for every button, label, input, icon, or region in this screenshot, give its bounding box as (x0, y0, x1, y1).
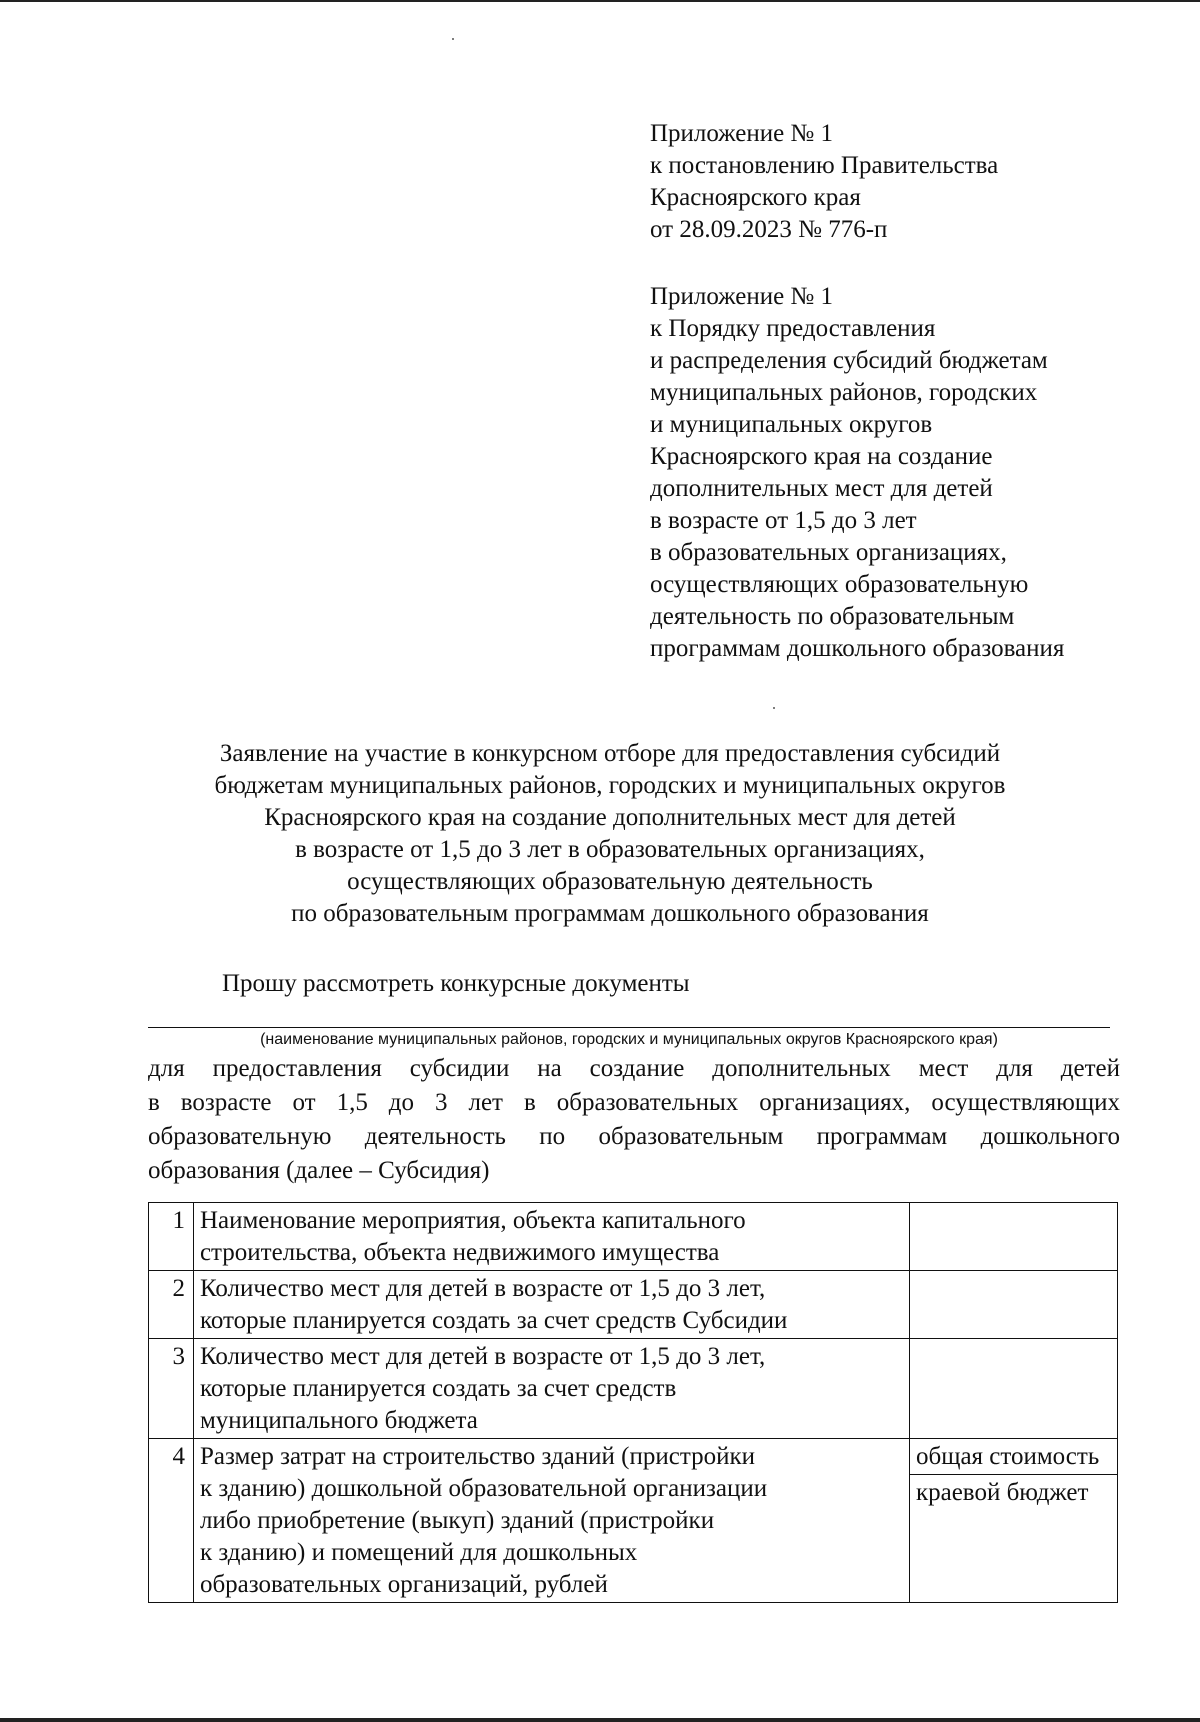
row-description-line: которые планируется создать за счет средств Субсидии (199, 1307, 788, 1334)
value-label-total-cost: общая стоимость (910, 1439, 1117, 1475)
table-row (149, 1271, 1118, 1339)
appendix-line: Красноярского края на создание (650, 443, 993, 470)
value-label-regional-budget: краевой бюджет (915, 1479, 1089, 1506)
row-value-cell (909, 1271, 1117, 1339)
document-title (110, 738, 1110, 930)
paragraph-line: образования (далее – Субсидия) (148, 1157, 490, 1184)
row-description-line: строительства, объекта недвижимого имущества (199, 1239, 720, 1266)
paragraph-line: для предоставления субсидии на создание дополнительных мест для детей (148, 1055, 1120, 1082)
table-row (149, 1203, 1118, 1271)
appendix-line: Красноярского края (650, 184, 861, 211)
appendix-line: в возрасте от 1,5 до 3 лет (650, 507, 917, 534)
appendix-line: от 28.09.2023 № 776-п (650, 216, 888, 243)
appendix-line: к постановлению Правительства (650, 152, 999, 179)
appendix-line: деятельность по образовательным (650, 603, 1015, 630)
title-line: Красноярского края на создание дополнительных мест для детей (264, 804, 956, 831)
title-line: в возрасте от 1,5 до 3 лет в образовательных организациях, (295, 836, 925, 863)
appendix-line: осуществляющих образовательную (650, 571, 1029, 598)
scan-speck (452, 38, 454, 40)
appendix-line: Приложение № 1 (650, 120, 834, 147)
row-value-cell (909, 1439, 1117, 1603)
scan-border-bottom (0, 1718, 1200, 1722)
row-number: 2 (149, 1271, 194, 1339)
row-description-line: либо приобретение (выкуп) зданий (пристройки (199, 1507, 715, 1534)
paragraph-line: образовательную деятельность по образовательным программам дошкольного (148, 1123, 1120, 1150)
row-description-line: к зданию) и помещений для дошкольных (199, 1539, 638, 1566)
fill-line-caption: (наименование муниципальных районов, городских и муниципальных округов Красноярского края) (260, 1031, 998, 1048)
row-description-line: Наименование мероприятия, объекта капитального (199, 1207, 746, 1234)
row-number: 3 (149, 1339, 194, 1439)
title-line: Заявление на участие в конкурсном отборе для предоставления субсидий (219, 740, 1001, 767)
row-description (193, 1439, 909, 1603)
appendix-line: муниципальных районов, городских (650, 379, 1038, 406)
title-line: по образовательным программам дошкольного образования (291, 900, 929, 927)
appendix-line: и муниципальных округов (650, 411, 933, 438)
row-description-line: Размер затрат на строительство зданий (пристройки (199, 1443, 755, 1470)
appendix-line: программам дошкольного образования (650, 635, 1065, 662)
scan-border-top (0, 0, 1200, 2)
municipality-fill-line (148, 1027, 1110, 1028)
paragraph-line: в возрасте от 1,5 до 3 лет в образовательных организациях, осуществляющих (148, 1089, 1120, 1116)
row-description-line: муниципального бюджета (199, 1407, 478, 1434)
body-paragraph (148, 1052, 1120, 1188)
title-line: бюджетам муниципальных районов, городских и муниципальных округов (214, 772, 1006, 799)
row-description (193, 1271, 909, 1339)
row-description-line: к зданию) дошкольной образовательной организации (199, 1475, 768, 1502)
row-number: 4 (149, 1439, 194, 1603)
table-row (149, 1339, 1118, 1439)
appendix-line: в образовательных организациях, (650, 539, 1007, 566)
row-description (193, 1203, 909, 1271)
row-description-line: Количество мест для детей в возрасте от 1,5 до 3 лет, (199, 1275, 766, 1302)
row-description-line: образовательных организаций, рублей (199, 1571, 608, 1598)
row-value-cell (909, 1203, 1117, 1271)
row-value-cell (909, 1339, 1117, 1439)
appendix-procedure-header (650, 281, 1064, 665)
row-description (193, 1339, 909, 1439)
appendix-resolution-header (650, 118, 998, 246)
table-row (149, 1439, 1118, 1603)
scan-speck (773, 707, 775, 709)
request-text: Прошу рассмотреть конкурсные документы (222, 970, 690, 997)
row-description-line: которые планируется создать за счет средств (199, 1375, 677, 1402)
row-number: 1 (149, 1203, 194, 1271)
appendix-line: и распределения субсидий бюджетам (650, 347, 1048, 374)
appendix-line: Приложение № 1 (650, 283, 834, 310)
row-description-line: Количество мест для детей в возрасте от 1,5 до 3 лет, (199, 1343, 766, 1370)
appendix-line: к Порядку предоставления (650, 315, 936, 342)
title-line: осуществляющих образовательную деятельность (347, 868, 873, 895)
appendix-line: дополнительных мест для детей (650, 475, 993, 502)
application-table (148, 1202, 1118, 1603)
